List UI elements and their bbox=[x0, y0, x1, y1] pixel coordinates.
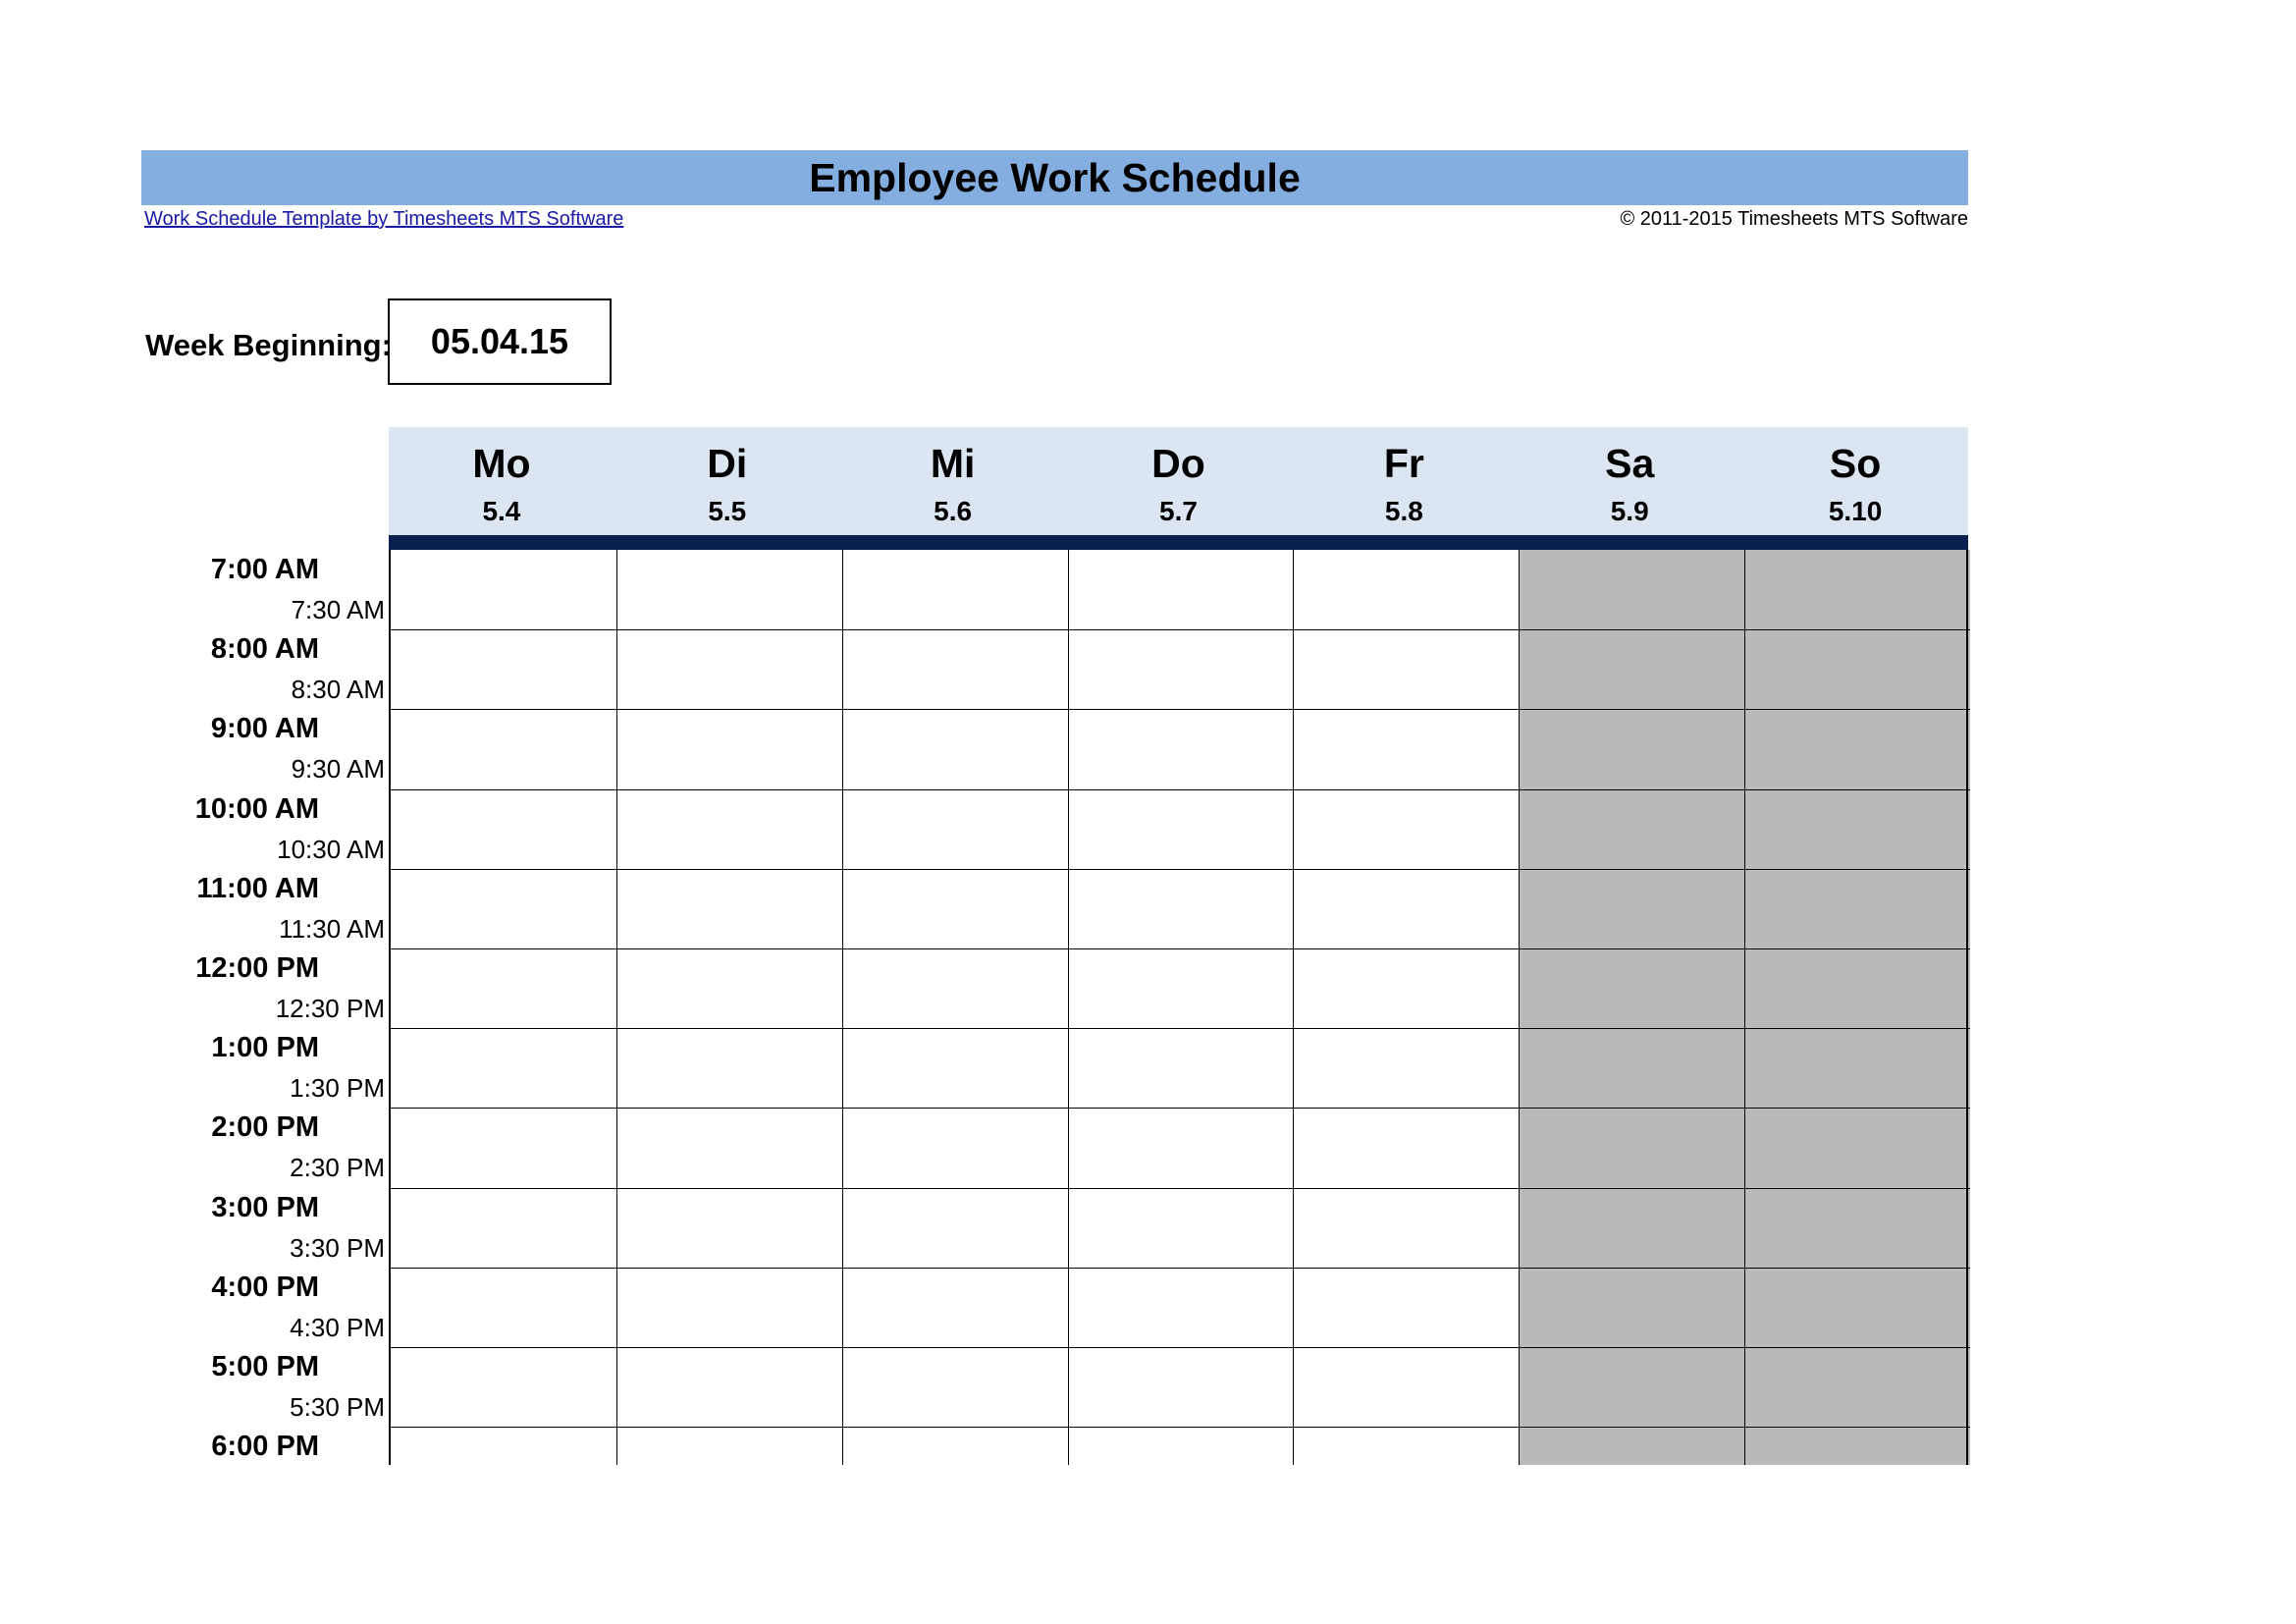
time-half-label: 5:30 PM bbox=[290, 1392, 385, 1422]
schedule-cell[interactable] bbox=[842, 1347, 1068, 1427]
schedule-cell[interactable] bbox=[616, 948, 842, 1028]
time-hour-label: 1:00 PM bbox=[211, 1032, 319, 1064]
time-hour-label: 8:00 AM bbox=[210, 633, 319, 666]
schedule-cell[interactable] bbox=[1519, 1268, 1744, 1347]
schedule-cell[interactable] bbox=[391, 1427, 616, 1465]
schedule-cell[interactable] bbox=[616, 1028, 842, 1108]
day-name: Mi bbox=[930, 441, 976, 486]
day-header-di bbox=[614, 427, 840, 535]
week-beginning-field[interactable] bbox=[388, 298, 612, 385]
time-half-label: 4:30 PM bbox=[290, 1312, 385, 1342]
schedule-cell[interactable] bbox=[1293, 1268, 1519, 1347]
time-hour-label: 4:00 PM bbox=[211, 1271, 319, 1303]
day-header-mo bbox=[389, 427, 614, 535]
schedule-cell[interactable] bbox=[1519, 629, 1744, 709]
schedule-cell[interactable] bbox=[1744, 1347, 1970, 1427]
day-date: 5.10 bbox=[1828, 496, 1883, 526]
schedule-cell[interactable] bbox=[1293, 709, 1519, 788]
time-hour-label: 5:00 PM bbox=[211, 1351, 319, 1382]
day-header-mi bbox=[840, 427, 1066, 535]
schedule-cell[interactable] bbox=[391, 1268, 616, 1347]
schedule-cell[interactable] bbox=[1068, 709, 1294, 788]
schedule-cell[interactable] bbox=[842, 1427, 1068, 1465]
time-hour-label: 3:00 PM bbox=[211, 1191, 319, 1223]
day-header-sa bbox=[1517, 427, 1742, 535]
time-half-label: 12:30 PM bbox=[275, 994, 385, 1023]
schedule-cell[interactable] bbox=[842, 1188, 1068, 1268]
time-half-label: 7:30 AM bbox=[291, 595, 385, 624]
schedule-cell[interactable] bbox=[616, 1188, 842, 1268]
schedule-cell[interactable] bbox=[842, 789, 1068, 869]
schedule-cell[interactable] bbox=[616, 550, 842, 629]
schedule-cell[interactable] bbox=[1519, 1347, 1744, 1427]
day-header-do bbox=[1066, 427, 1292, 535]
schedule-cell[interactable] bbox=[1293, 1427, 1519, 1465]
schedule-cell[interactable] bbox=[842, 869, 1068, 948]
schedule-cell[interactable] bbox=[391, 948, 616, 1028]
schedule-cell[interactable] bbox=[1519, 1108, 1744, 1187]
schedule-cell[interactable] bbox=[1068, 1028, 1294, 1108]
schedule-cell[interactable] bbox=[616, 1108, 842, 1187]
time-half-label: 10:30 AM bbox=[277, 834, 385, 864]
time-hour-label: 11:00 AM bbox=[196, 872, 319, 904]
time-half-label: 3:30 PM bbox=[290, 1232, 385, 1263]
schedule-cell[interactable] bbox=[1519, 789, 1744, 869]
schedule-cell[interactable] bbox=[391, 869, 616, 948]
schedule-cell[interactable] bbox=[1293, 869, 1519, 948]
schedule-cell[interactable] bbox=[391, 629, 616, 709]
schedule-cell[interactable] bbox=[391, 789, 616, 869]
schedule-cell[interactable] bbox=[1068, 1347, 1294, 1427]
week-beginning-label: Week Beginning: bbox=[145, 328, 392, 362]
template-link[interactable]: Work Schedule Template by Timesheets MTS Software bbox=[144, 208, 624, 230]
schedule-cell[interactable] bbox=[1744, 948, 1970, 1028]
schedule-cell[interactable] bbox=[616, 1268, 842, 1347]
time-hour-label: 12:00 PM bbox=[195, 952, 319, 984]
schedule-cell[interactable] bbox=[1068, 869, 1294, 948]
schedule-cell[interactable] bbox=[1744, 1188, 1970, 1268]
time-hour-label: 7:00 AM bbox=[210, 554, 319, 585]
schedule-cell[interactable] bbox=[842, 550, 1068, 629]
schedule-cell[interactable] bbox=[1519, 948, 1744, 1028]
schedule-cell[interactable] bbox=[1744, 1427, 1970, 1465]
day-header-band bbox=[389, 427, 1968, 535]
schedule-cell[interactable] bbox=[616, 1347, 842, 1427]
schedule-cell[interactable] bbox=[1744, 789, 1970, 869]
header-divider bbox=[389, 535, 1968, 550]
day-date: 5.7 bbox=[1159, 496, 1198, 526]
schedule-cell[interactable] bbox=[1068, 1108, 1294, 1187]
schedule-cell[interactable] bbox=[616, 709, 842, 788]
schedule-cell[interactable] bbox=[1068, 948, 1294, 1028]
schedule-cell[interactable] bbox=[1519, 550, 1744, 629]
week-beginning-value: 05.04.15 bbox=[430, 321, 569, 361]
day-header-so bbox=[1742, 427, 1968, 535]
schedule-cell[interactable] bbox=[1293, 1108, 1519, 1187]
schedule-cell[interactable] bbox=[1068, 1268, 1294, 1347]
schedule-cell[interactable] bbox=[842, 948, 1068, 1028]
schedule-cell[interactable] bbox=[842, 1268, 1068, 1347]
schedule-cell[interactable] bbox=[842, 1028, 1068, 1108]
day-name: Sa bbox=[1605, 441, 1655, 486]
schedule-cell[interactable] bbox=[391, 1188, 616, 1268]
schedule-cell[interactable] bbox=[1293, 789, 1519, 869]
schedule-cell[interactable] bbox=[1519, 869, 1744, 948]
schedule-cell[interactable] bbox=[842, 629, 1068, 709]
schedule-cell[interactable] bbox=[1068, 1427, 1294, 1465]
time-half-label: 8:30 AM bbox=[291, 675, 385, 705]
day-date: 5.8 bbox=[1384, 496, 1423, 526]
schedule-cell[interactable] bbox=[1293, 629, 1519, 709]
schedule-cell[interactable] bbox=[1744, 550, 1970, 629]
schedule-cell[interactable] bbox=[842, 1108, 1068, 1187]
schedule-cell[interactable] bbox=[1744, 1108, 1970, 1187]
schedule-cell[interactable] bbox=[1519, 709, 1744, 788]
time-half-label: 2:30 PM bbox=[290, 1153, 385, 1183]
schedule-cell[interactable] bbox=[391, 550, 616, 629]
schedule-cell[interactable] bbox=[616, 869, 842, 948]
day-name: So bbox=[1829, 441, 1882, 486]
schedule-cell[interactable] bbox=[391, 1347, 616, 1427]
schedule-cell[interactable] bbox=[1293, 948, 1519, 1028]
schedule-cell[interactable] bbox=[1519, 1028, 1744, 1108]
schedule-grid bbox=[389, 550, 1968, 1465]
schedule-cell[interactable] bbox=[391, 1028, 616, 1108]
day-name: Mo bbox=[472, 441, 531, 486]
page-title: Employee Work Schedule bbox=[809, 154, 1301, 200]
schedule-cell[interactable] bbox=[1068, 629, 1294, 709]
time-half-label: 11:30 AM bbox=[279, 913, 385, 944]
schedule-cell[interactable] bbox=[391, 1108, 616, 1187]
schedule-cell[interactable] bbox=[1744, 869, 1970, 948]
day-header-fr bbox=[1291, 427, 1517, 535]
day-date: 5.9 bbox=[1610, 496, 1649, 526]
schedule-cell[interactable] bbox=[1744, 629, 1970, 709]
schedule-cell[interactable] bbox=[1068, 789, 1294, 869]
schedule-cell[interactable] bbox=[1293, 550, 1519, 629]
schedule-cell[interactable] bbox=[1068, 550, 1294, 629]
schedule-cell[interactable] bbox=[842, 709, 1068, 788]
time-hour-label: 10:00 AM bbox=[194, 792, 319, 825]
schedule-cell[interactable] bbox=[1293, 1347, 1519, 1427]
day-date: 5.5 bbox=[708, 496, 747, 526]
time-half-label: 1:30 PM bbox=[290, 1073, 385, 1104]
time-half-label: 9:30 AM bbox=[291, 754, 385, 785]
schedule-cell[interactable] bbox=[1519, 1188, 1744, 1268]
day-date: 5.4 bbox=[482, 496, 521, 526]
schedule-cell[interactable] bbox=[616, 1427, 842, 1465]
schedule-cell[interactable] bbox=[1744, 1028, 1970, 1108]
day-name: Do bbox=[1151, 441, 1205, 486]
schedule-cell[interactable] bbox=[1519, 1427, 1744, 1465]
day-date: 5.6 bbox=[934, 496, 973, 526]
schedule-cell[interactable] bbox=[616, 629, 842, 709]
schedule-cell[interactable] bbox=[391, 709, 616, 788]
schedule-cell[interactable] bbox=[1744, 1268, 1970, 1347]
time-hour-label: 2:00 PM bbox=[211, 1111, 319, 1144]
copyright-text: © 2011-2015 Timesheets MTS Software bbox=[1620, 208, 1968, 230]
day-name: Fr bbox=[1383, 441, 1424, 486]
time-hour-label: 6:00 PM bbox=[211, 1431, 319, 1463]
schedule-cell[interactable] bbox=[1293, 1188, 1519, 1268]
day-name: Di bbox=[707, 441, 748, 486]
schedule-cell[interactable] bbox=[1744, 709, 1970, 788]
schedule-cell[interactable] bbox=[1293, 1028, 1519, 1108]
title-bar bbox=[141, 150, 1968, 205]
schedule-cell[interactable] bbox=[1068, 1188, 1294, 1268]
time-hour-label: 9:00 AM bbox=[210, 713, 319, 745]
schedule-cell[interactable] bbox=[616, 789, 842, 869]
